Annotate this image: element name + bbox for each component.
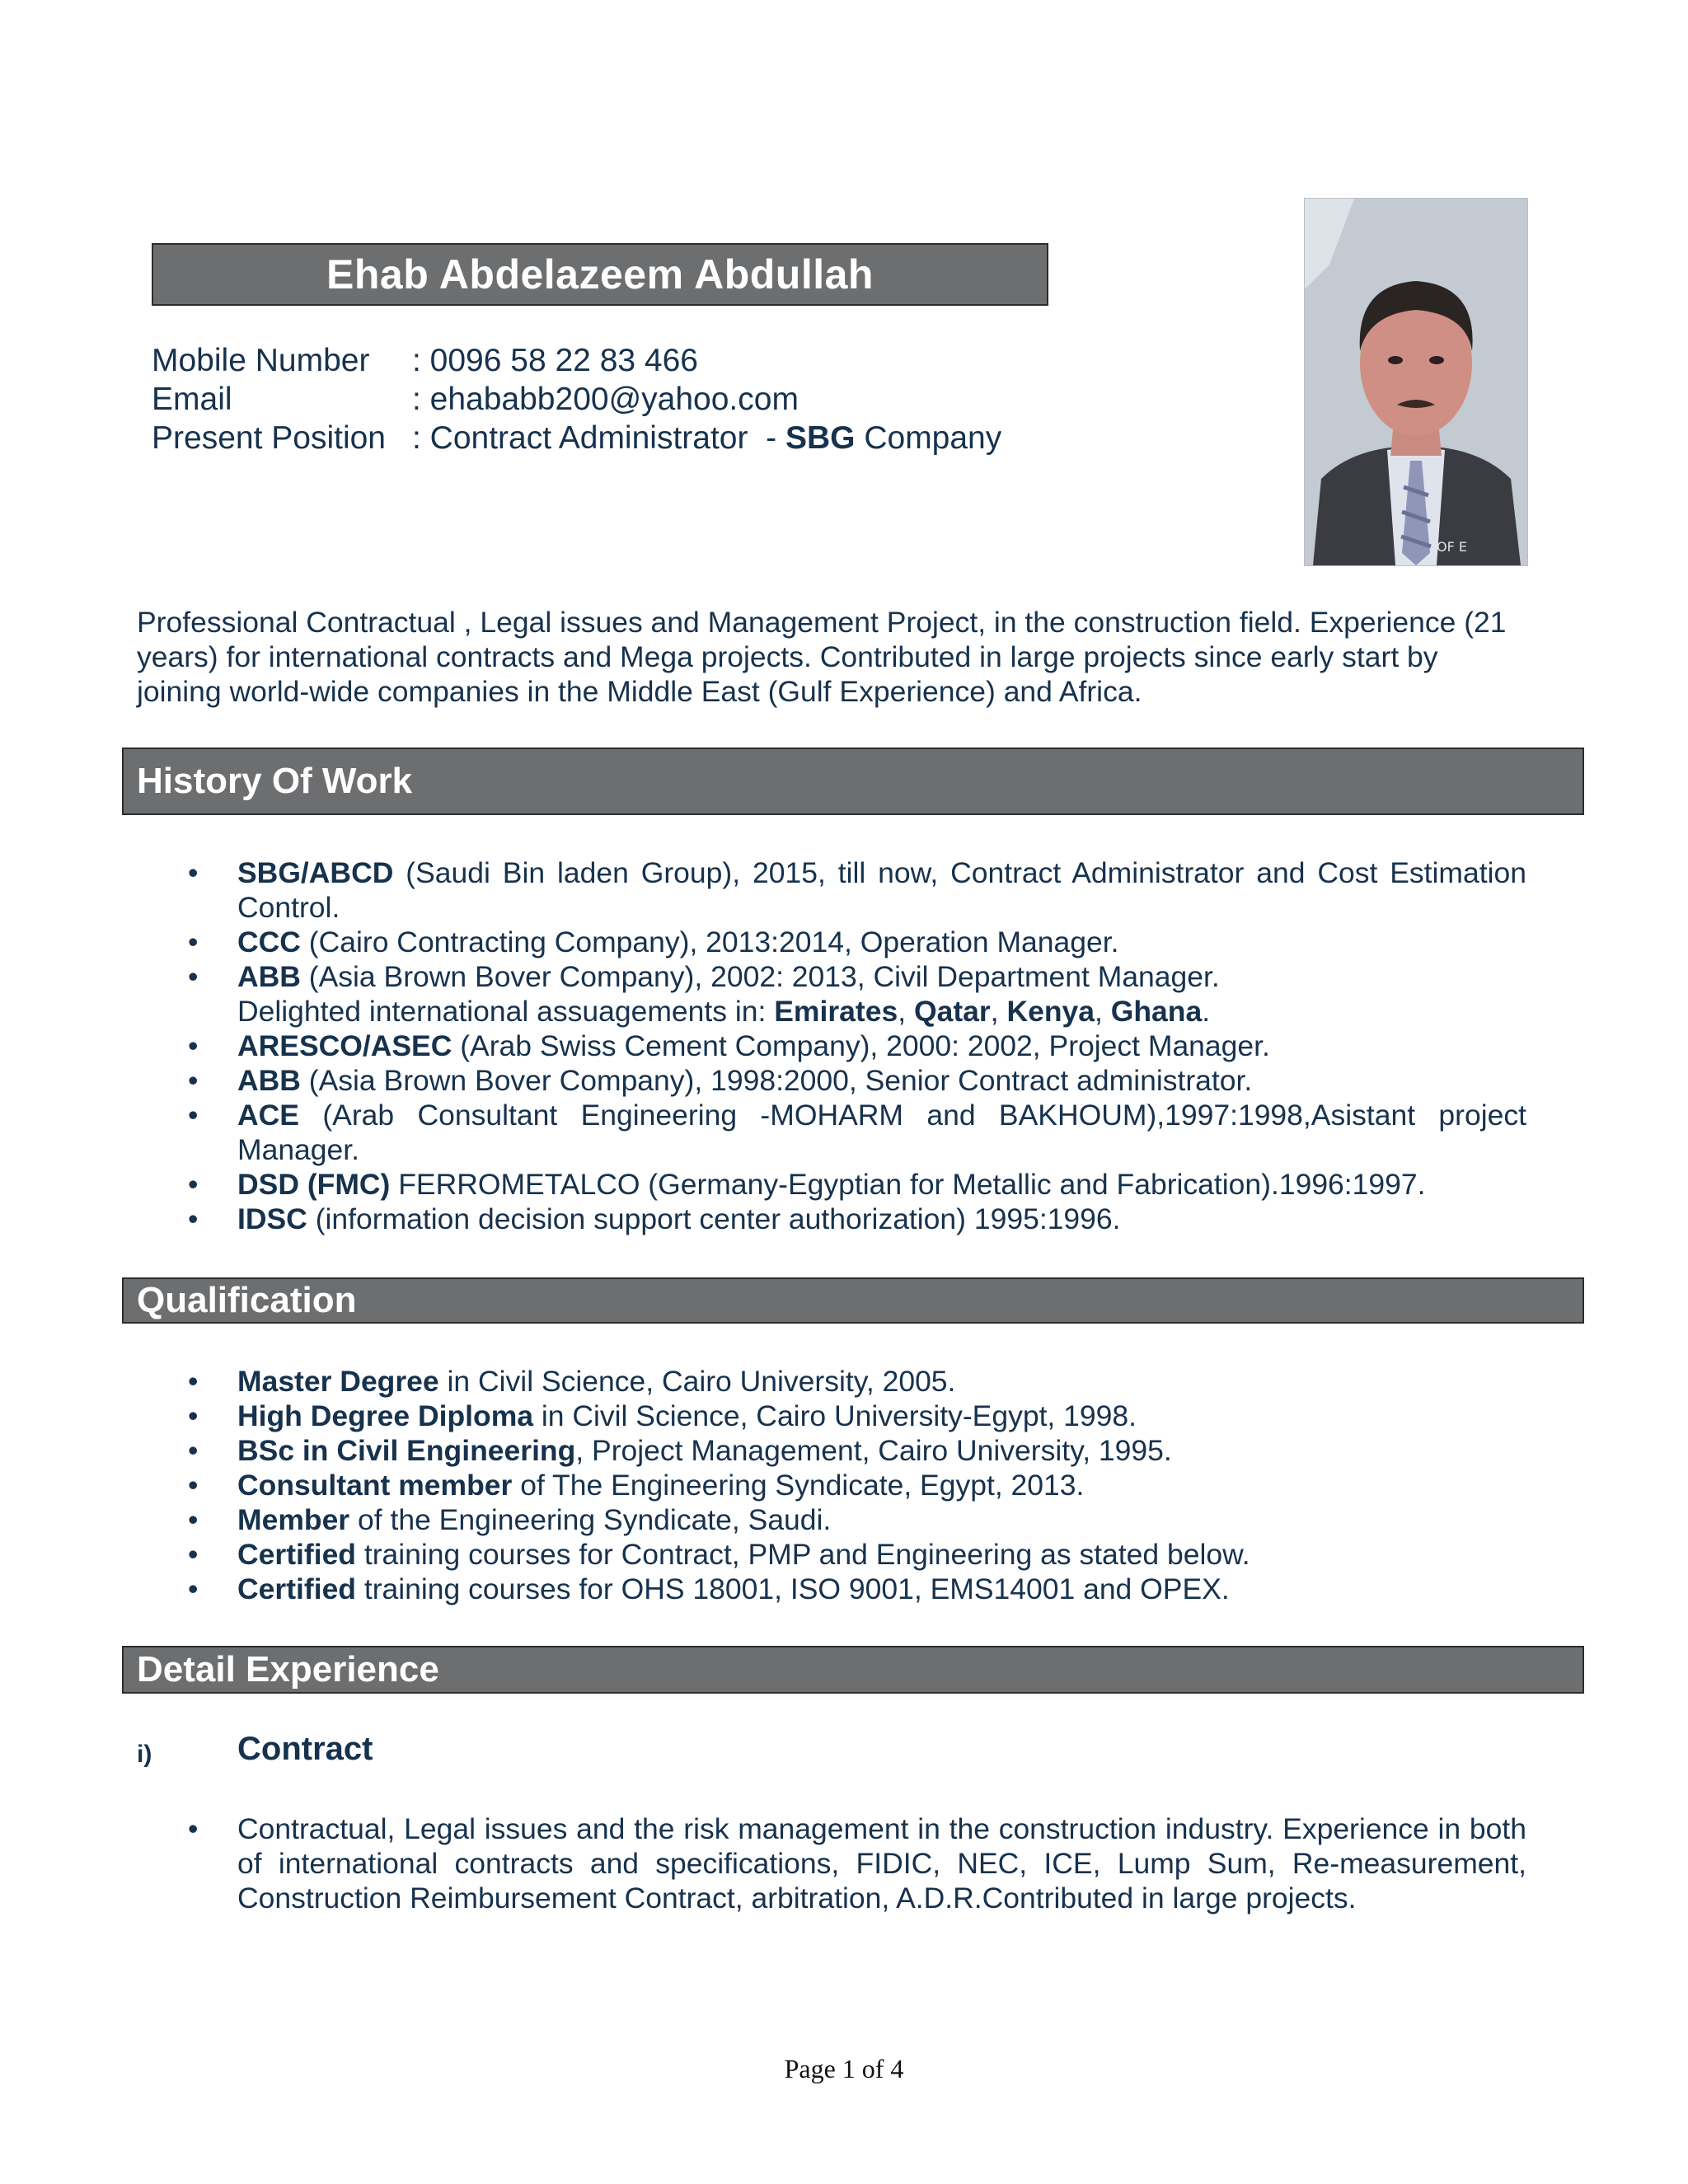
list-item: • IDSC (information decision support center authorization) 1995:1996. [188, 1202, 1526, 1236]
name-header [152, 243, 1048, 306]
list-item: • Master Degree in Civil Science, Cairo University, 2005. [188, 1364, 1526, 1399]
assuagements-line: Delighted international assuagements in: Emirates, Qatar, Kenya, Ghana. [237, 995, 1211, 1028]
list-item: • Contractual, Legal issues and the risk management in the construction industry. Experience in both of international contracts and specifications, FIDIC, NEC, ICE, Lump Sum, Re-measurement, Construction Reimbursement Contract, arbitration, A.D.R.Contributed in large projects. [188, 1811, 1526, 1915]
list-item: • Member of the Engineering Syndicate, Saudi. [188, 1502, 1526, 1537]
mobile-label: Mobile Number [152, 343, 370, 378]
svg-text:OF E: OF E [1437, 539, 1467, 555]
list-item: • ABB (Asia Brown Bover Company), 1998:2000, Senior Contract administrator. [188, 1063, 1526, 1098]
list-item: • High Degree Diploma in Civil Science, Cairo University-Egypt, 1998. [188, 1399, 1526, 1433]
section-history-of-work [122, 748, 1584, 815]
professional-summary: Professional Contractual , Legal issues and Management Project, in the construction field. Experience (21 years) for international contracts and Mega projects. Contributed in large projects since early start by joining world-wide companies in the Middle East (Gulf Experience) and Africa. [137, 606, 1507, 708]
portrait-image [1305, 199, 1527, 565]
section-qualification [122, 1277, 1584, 1324]
subsection-title: Contract [237, 1731, 373, 1767]
position-value: : Contract Administrator - SBG Company [412, 420, 1002, 456]
list-item: • DSD (FMC) FERROMETALCO (Germany-Egyptian for Metallic and Fabrication).1996:1997. [188, 1167, 1526, 1202]
section-title: Qualification [137, 1280, 357, 1320]
position-label: Present Position [152, 420, 386, 456]
mobile-row [152, 341, 1001, 380]
contact-block [152, 341, 1001, 457]
email-value: : ehababb200@yahoo.com [412, 382, 799, 417]
section-title: History Of Work [137, 761, 413, 801]
list-item: • ACE (Arab Consultant Engineering -MOHARM and BAKHOUM),1997:1998,Asistant project Manager. [188, 1098, 1526, 1167]
list-item: • ABB (Asia Brown Bover Company), 2002: 2013, Civil Department Manager. Delighted international assuagements in: Emirates, Qatar, Kenya, Ghana. [188, 959, 1526, 1029]
history-list [188, 855, 1526, 1236]
email-label: Email [152, 382, 232, 417]
candidate-name: Ehab Abdelazeem Abdullah [326, 251, 874, 298]
page-number: Page 1 of 4 [784, 2054, 904, 2083]
list-item: • CCC (Cairo Contracting Company), 2013:2014, Operation Manager. [188, 925, 1526, 959]
qualification-list [188, 1364, 1526, 1606]
list-item: • ARESCO/ASEC (Arab Swiss Cement Company), 2000: 2002, Project Manager. [188, 1029, 1526, 1063]
profile-photo [1304, 198, 1528, 566]
subsection-number: i) [137, 1741, 152, 1768]
list-item: • SBG/ABCD (Saudi Bin laden Group), 2015, till now, Contract Administrator and Cost Estimation Control. [188, 855, 1526, 925]
list-item: • Consultant member of The Engineering Syndicate, Egypt, 2013. [188, 1468, 1526, 1502]
position-row [152, 419, 1001, 457]
mobile-value: : 0096 58 22 83 466 [412, 343, 698, 378]
contract-experience-list [188, 1811, 1526, 1915]
list-item: • BSc in Civil Engineering, Project Management, Cairo University, 1995. [188, 1433, 1526, 1468]
list-item: • Certified training courses for OHS 18001, ISO 9001, EMS14001 and OPEX. [188, 1572, 1526, 1606]
email-row [152, 380, 1001, 419]
section-detail-experience [122, 1646, 1584, 1694]
list-item: • Certified training courses for Contract, PMP and Engineering as stated below. [188, 1537, 1526, 1572]
section-title: Detail Experience [137, 1649, 439, 1690]
